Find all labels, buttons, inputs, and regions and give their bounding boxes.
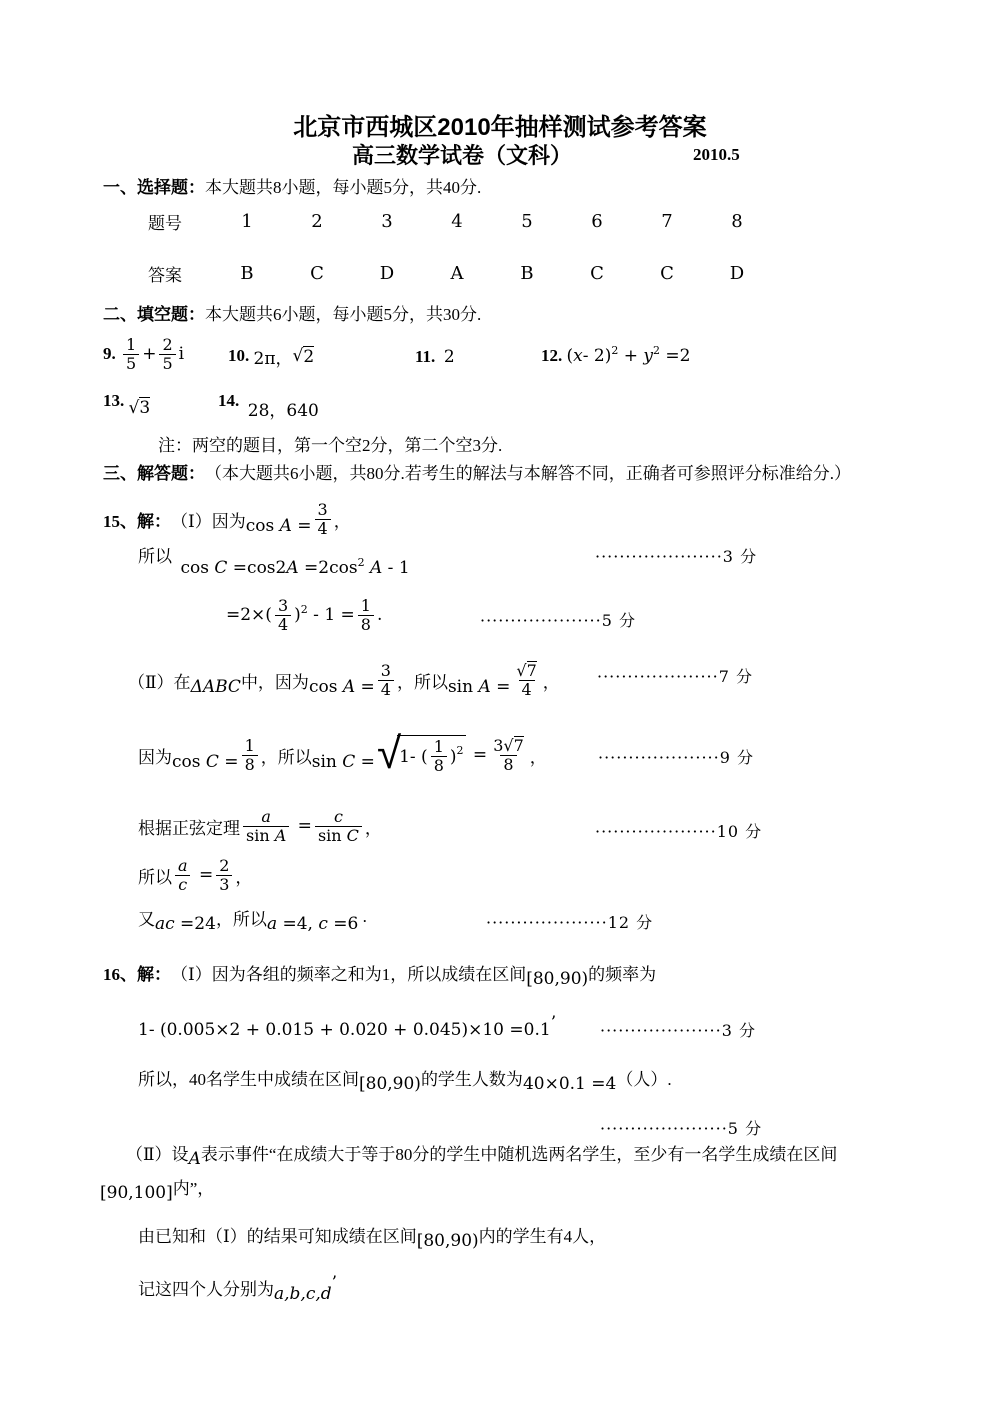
choice-table-question-row	[0, 204, 1000, 238]
q16-line8: 记这四个人分别为 a,b,c,d ’	[138, 1273, 338, 1304]
fraction: $\frac{2}{5}$	[159, 336, 175, 373]
subtitle-text: 高三数学试卷（文科）	[352, 142, 573, 168]
q15-line7: 所以 $\frac{a}{c}$ = $\frac{2}{3}$ ，	[138, 855, 253, 894]
q16-line6: [90,100] 内”，	[100, 1178, 215, 1203]
answer-value: B	[240, 262, 254, 284]
blank-note: 注：两空的题目，第一个空2分，第二个空3分.	[158, 435, 503, 455]
section1-desc: 本大题共8小题，每小题5分，共40分.	[205, 177, 482, 197]
q15-solve-label: 解：	[137, 511, 171, 531]
radical-icon: √	[292, 346, 304, 366]
choice-table-answer-row	[0, 256, 1000, 290]
answer-value: C	[590, 262, 604, 284]
fraction: $\frac{3}{4}$	[275, 597, 291, 634]
section2-desc: 本大题共6小题，每小题5分，共30分.	[205, 304, 482, 324]
q16-line1: 16、 解： （Ⅰ）因为各组的频率之和为1，所以成绩在区间 [80,90) 的频率为	[0, 952, 1000, 992]
fraction: $\frac{3}{4}$	[315, 501, 331, 538]
answer-value: D	[379, 262, 395, 284]
score-dots: ····················5 分	[480, 611, 636, 630]
score-dots: ·····················3 分	[595, 547, 758, 566]
q15-line5: 因为 cos C = $\frac{1}{8}$ ，所以 sin C = √ 1- ( $\frac{1}{8}$ ) 2 = 3 √ 7 8 ， ····················9 分	[138, 727, 754, 779]
section1-heading	[0, 172, 1000, 198]
q15-line6: 根据正弦定理 a sin A = c sin C ， ····················10 分	[138, 806, 763, 845]
section3-desc: （本大题共6小题，共80分.若考生的解法与本解答不同，正确者可参照评分标准给分.）	[205, 463, 851, 483]
fraction: $\frac{2}{3}$	[216, 857, 232, 894]
section3-heading	[0, 458, 1000, 484]
q15-line1: 15、 解： （Ⅰ）因为 cos A = $\frac{3}{4}$ ，	[103, 499, 351, 538]
q16-line4	[0, 1114, 1000, 1136]
radical-icon: √	[516, 661, 527, 681]
q16-number: 16、	[103, 964, 137, 984]
section3-label: 三、解答题：	[103, 463, 205, 483]
q10-number: 10.	[228, 346, 250, 365]
q15-line8: 又 ac =24 ，所以 a =4, c =6 . ····················12 分	[138, 907, 654, 934]
fraction-with-radical: √ 7 4	[516, 661, 537, 699]
fraction: $\frac{1}{5}$	[123, 336, 139, 373]
page-title	[0, 108, 1000, 140]
answer-value: D	[729, 262, 745, 284]
question-number: 5	[521, 210, 533, 232]
q16-line2: 1- (0.005×2 + 0.015 + 0.020 + 0.045)×10 =0.1 ’ ····················3 分	[138, 1013, 756, 1040]
fraction: $\frac{1}{8}$	[242, 737, 258, 774]
answer-q10: 10. 2π， √ 2	[228, 346, 315, 369]
q16-line3: 所以，40名学生中成绩在区间 [80,90) 的学生人数为 40×0.1 =4 （人）.	[138, 1069, 672, 1094]
question-number: 3	[381, 210, 393, 232]
score-dots: ····················7 分	[597, 667, 753, 686]
radical-icon: √	[128, 398, 140, 418]
q16-line7: 由已知和（Ⅰ）的结果可知成绩在区间 [80,90) 内的学生有4人，	[138, 1226, 607, 1251]
q13-number: 13.	[103, 391, 125, 410]
question-row-header: 题号	[148, 213, 182, 233]
q9-number: 9.	[103, 344, 116, 363]
answer-q14: 14. 28，640	[218, 391, 319, 421]
date-text: 2010.5	[693, 145, 740, 164]
section2-heading	[0, 299, 1000, 325]
fraction: $\frac{3}{4}$	[378, 662, 394, 699]
question-number: 6	[591, 210, 603, 232]
q16-solve-label: 解：	[137, 964, 171, 984]
fraction: c sin C	[315, 808, 362, 845]
score-dots: ····················12 分	[486, 913, 654, 932]
question-number: 7	[661, 210, 673, 232]
answer-q11: 11. 2	[415, 347, 455, 367]
q11-number: 11.	[415, 347, 436, 366]
answer-q12: 12. ( x - 2) 2 + y 2 =2	[541, 343, 691, 366]
radical-icon: √	[376, 727, 402, 779]
imaginary-unit: i	[178, 344, 185, 364]
radical-expression: √ 1- ( $\frac{1}{8}$ ) 2	[376, 727, 464, 779]
answer-value: A	[450, 262, 464, 284]
q12-number: 12.	[541, 346, 563, 365]
fraction: a sin A	[243, 808, 289, 845]
question-number: 4	[451, 210, 463, 232]
q14-number: 14.	[218, 391, 240, 410]
score-dots: ····················10 分	[595, 822, 763, 841]
fraction: $\frac{a}{c}$	[175, 857, 191, 894]
fraction: $\frac{1}{8}$	[358, 597, 374, 634]
q16-line5: （Ⅱ）设 A 表示事件“在成绩大于等于80分的学生中随机选两名学生，至少有一名学生成绩在区间	[126, 1144, 838, 1169]
q15-line2: 所以 cos C =cos2 A =2cos 2 A - 1 ·····················3 分	[0, 541, 1000, 567]
section2-label: 二、填空题：	[103, 304, 205, 324]
title-text: 北京市西城区2010年抽样测试参考答案	[293, 113, 707, 141]
question-number: 2	[311, 210, 323, 232]
formula: cos C =cos2 A =2cos 2 A - 1	[180, 555, 410, 578]
answer-value: C	[660, 262, 674, 284]
score-dots: ·····················5 分	[600, 1119, 763, 1138]
score-dots: ····················3 分	[600, 1021, 756, 1040]
page-subtitle	[0, 139, 1000, 169]
question-number: 8	[731, 210, 743, 232]
answer-value: C	[310, 262, 324, 284]
q15-number: 15、	[103, 511, 137, 531]
fraction: $\frac{1}{8}$	[431, 738, 447, 775]
answer-row-header: 答案	[148, 265, 182, 285]
score-dots: ····················9 分	[598, 748, 754, 767]
fraction-with-radical: 3 √ 7 8	[493, 736, 524, 774]
plus-sign: +	[142, 344, 157, 364]
answer-value: B	[520, 262, 534, 284]
q15-line3: =2×( $\frac{3}{4}$ ) 2 - 1 = $\frac{1}{8}$ . ····················5 分	[226, 595, 636, 634]
q15-line4: （Ⅱ）在 ΔABC 中，因为 cos A = $\frac{3}{4}$ ，所以 sin A = √ 7 4 ， ····················7 分	[128, 660, 753, 699]
answer-q13: 13. √3	[103, 391, 151, 418]
radical-icon: √	[503, 736, 514, 756]
section1-label: 一、选择题：	[103, 177, 205, 197]
question-number: 1	[241, 210, 253, 232]
